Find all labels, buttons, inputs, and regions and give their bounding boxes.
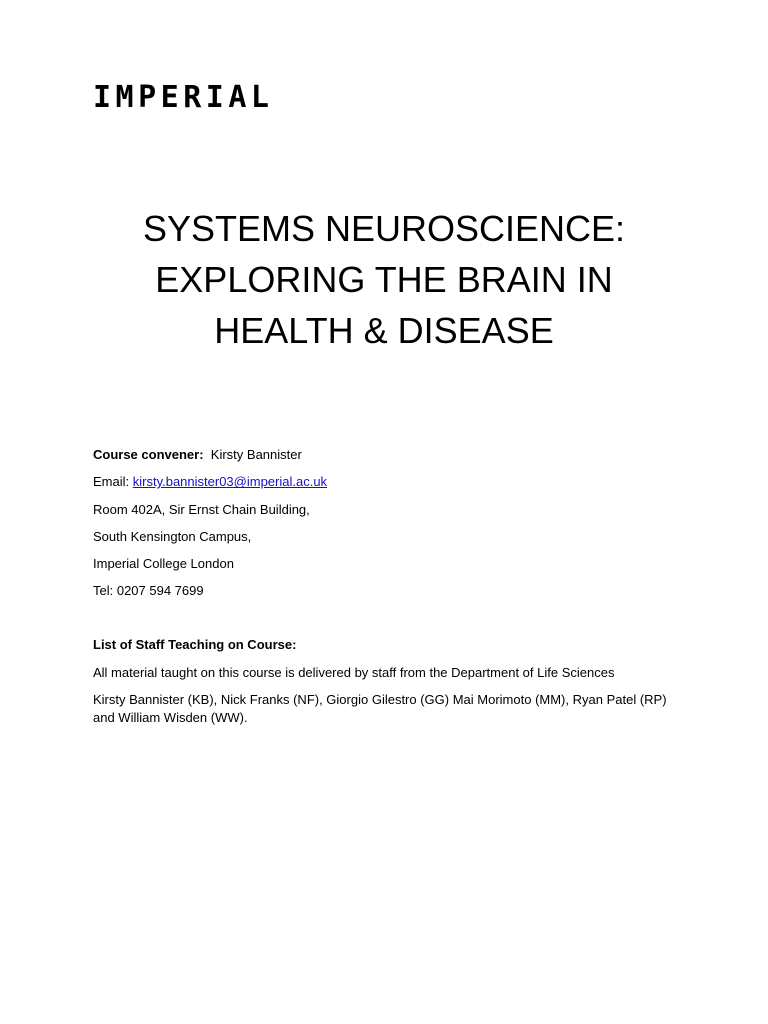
staff-heading: List of Staff Teaching on Course: — [93, 637, 297, 653]
title-line-1: SYSTEMS NEUROSCIENCE: — [142, 208, 626, 249]
convener-name: Kirsty Bannister — [210, 447, 302, 462]
convener-line — [93, 446, 693, 464]
title-line-3: HEALTH & DISEASE — [214, 310, 554, 351]
staff-note: All material taught on this course is delivered by staff from the Department of Life Sciences — [93, 664, 615, 680]
title-line-2: EXPLORING THE BRAIN IN — [155, 259, 613, 300]
convener-label: Course convener: — [93, 447, 204, 462]
email-link[interactable]: kirsty.bannister03@imperial.ac.uk — [132, 474, 328, 490]
address-line-2: South Kensington Campus, — [93, 528, 252, 544]
address-line-3: Imperial College London — [93, 556, 234, 572]
document-title — [0, 203, 768, 356]
email-label: Email: — [93, 474, 130, 490]
imperial-logo: IMPERIAL — [93, 80, 274, 115]
address-line-1: Room 402A, Sir Ernst Chain Building, — [93, 501, 310, 517]
staff-list: Kirsty Bannister (KB), Nick Franks (NF), Giorgio Gilestro (GG) Mai Morimoto (MM), Ryan Patel (RP) and William Wisden (WW). — [93, 692, 667, 726]
email-line — [93, 473, 693, 491]
course-info — [93, 446, 693, 736]
telephone-line: Tel: 0207 594 7699 — [93, 583, 204, 599]
